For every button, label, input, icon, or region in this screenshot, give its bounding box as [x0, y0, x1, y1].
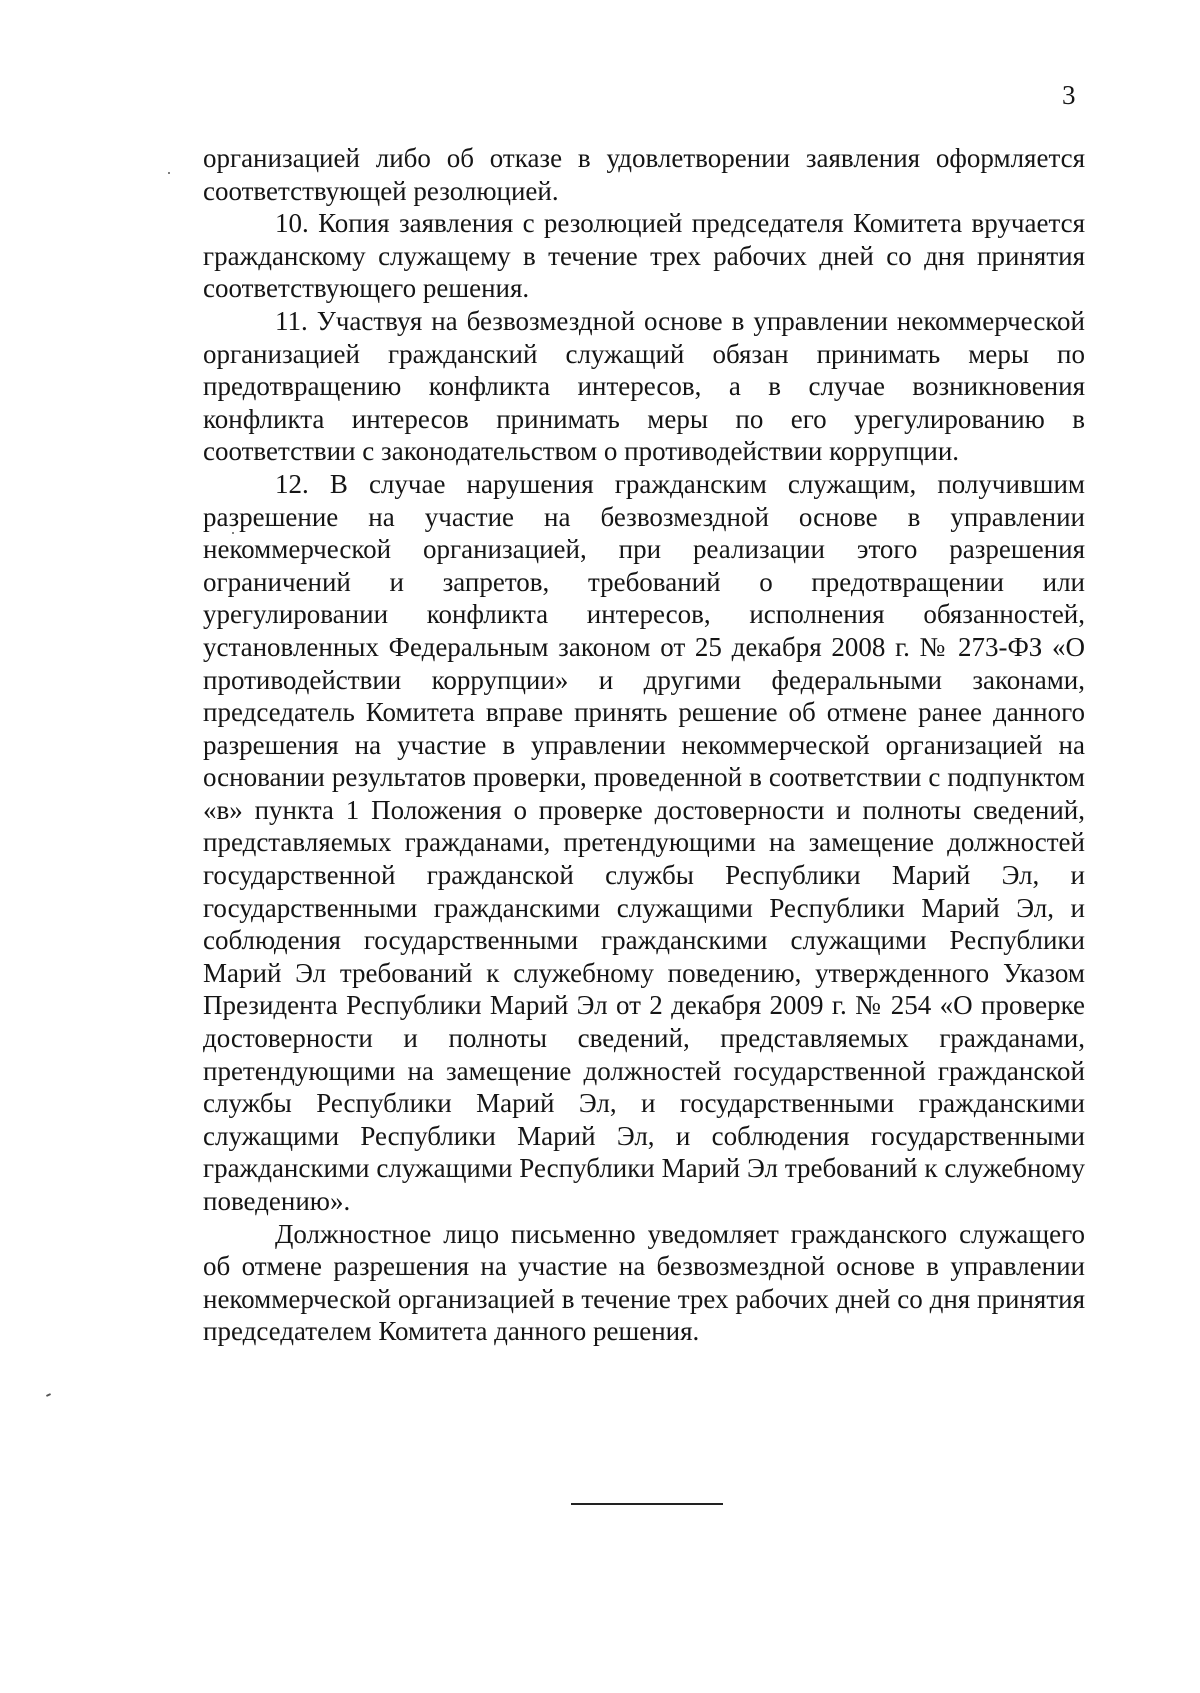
scan-speck: [168, 172, 170, 174]
scan-speck: [232, 532, 234, 534]
paragraph-item-10: 10. Копия заявления с резолюцией председателя Комитета вручается гражданскому служащему в течение трех рабочих дней со дня принятия соответствующего решения.: [203, 208, 1085, 304]
paragraph-item-12: 12. В случае нарушения гражданским служащим, получившим разрешение на участие на безвозмездной основе в управлении некоммерческой организацией, при реализации этого разрешения ограничений и запретов, требований о предотвращении или урегулировании конфликта интересов, исполнения обязанностей, установленных Федеральным законом от 25 декабря 2008 г. № 273-ФЗ «О противодействии коррупции» и другими федеральными законами, председатель Комитета вправе принять решение об отмене ранее данного разрешения на участие в управлении некоммерческой организацией на основании результатов проверки, проведенной в соответствии с подпунктом «в» пункта 1 Положения о проверке достоверности и полноты сведений, представляемых гражданами, претендующими на замещение должностей государственной гражданской службы Республики Марий Эл, и государственными гражданскими служащими Республики Марий Эл, и соблюдения государственными гражданскими служащими Республики Марий Эл требований к служебному поведению, утвержденного Указом Президента Республики Марий Эл от 2 декабря 2009 г. № 254 «О проверке достоверности и полноты сведений, представляемых гражданами, претендующими на замещение должностей государственной гражданской службы Республики Марий Эл, и государственными гражданскими служащими Республики Марий Эл, и соблюдения государственными гражданскими служащими Республики Марий Эл требований к служебному поведению».: [203, 468, 1085, 1216]
document-body: [203, 142, 1085, 1348]
page-number: 3: [1062, 80, 1076, 110]
paragraph-notification: Должностное лицо письменно уведомляет гражданского служащего об отмене разрешения на участие на безвозмездной основе в управлении некоммерческой организацией в течение трех рабочих дней со дня принятия председателем Комитета данного решения.: [203, 1218, 1085, 1347]
scan-speck: [46, 1393, 51, 1397]
paragraph-item-11: 11. Участвуя на безвозмездной основе в управлении некоммерческой организацией гражданский служащий обязан принимать меры по предотвращению конфликта интересов, а в случае возникновения конфликта интересов принимать меры по его урегулированию в соответствии с законодательством о противодействии коррупции.: [203, 305, 1085, 467]
paragraph-continuation: организацией либо об отказе в удовлетворении заявления оформляется соответствующей резолюцией.: [203, 143, 1085, 206]
closing-divider-line: [571, 1503, 723, 1505]
